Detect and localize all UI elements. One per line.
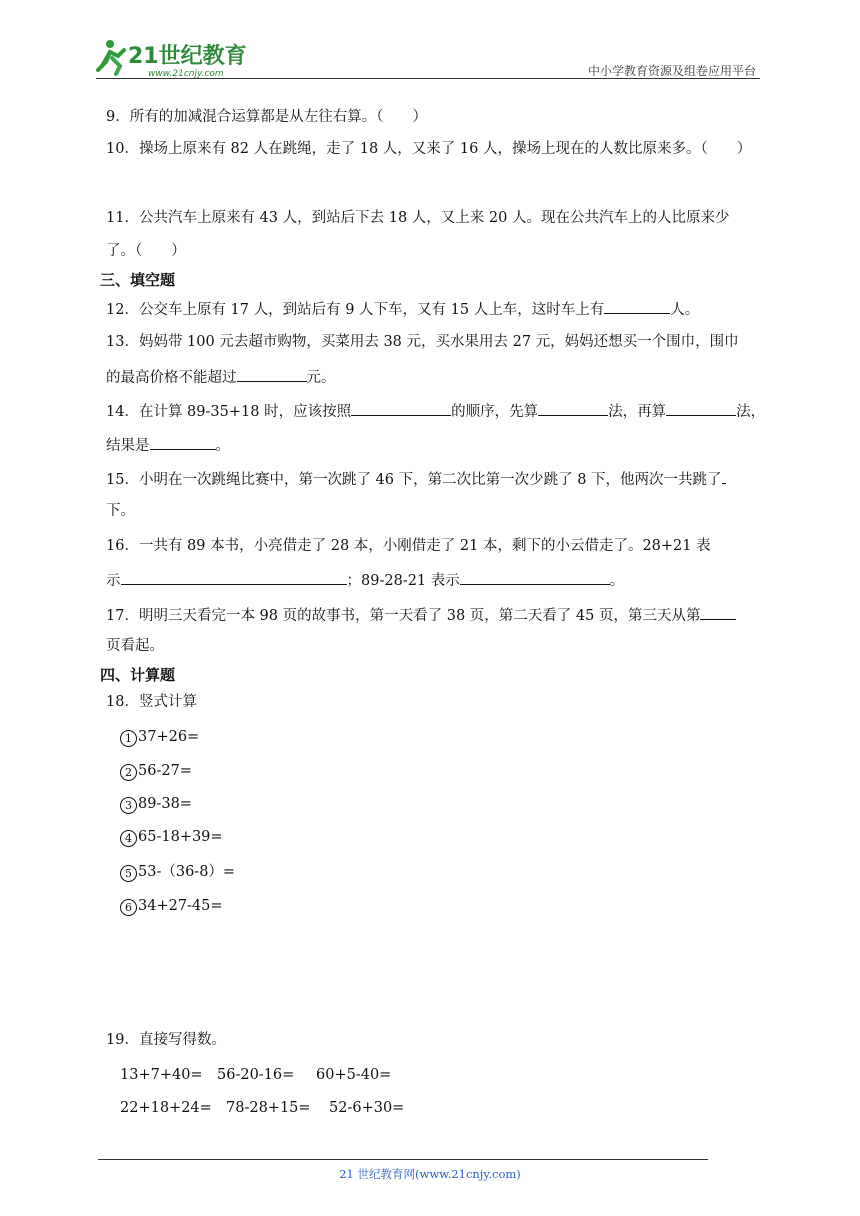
circled-number: 4 <box>120 830 137 847</box>
calc-expression: 65-18+39= <box>138 829 223 845</box>
question-15-line1: 15．小明在一次跳绳比赛中，第一次跳了 46 下，第二次比第一次少跳了 8 下，他两次一共跳了 <box>106 468 726 490</box>
circled-number: 6 <box>120 899 137 916</box>
calc-item: 13+7+40= <box>120 1067 203 1083</box>
answer-blank[interactable] <box>237 366 307 382</box>
question-16-line1: 16．一共有 89 本书，小亮借走了 28 本，小刚借走了 21 本，剩下的小云借走了。28+21 表 <box>106 538 711 554</box>
calc-item: 60+5-40= <box>316 1067 392 1083</box>
question-15-line2: 下。 <box>106 503 135 519</box>
question-17-line1: 17．明明三天看完一本 98 页的故事书，第一天看了 38 页，第二天看了 45 页，第三天从第 <box>106 604 736 626</box>
question-16-line2: 示 ；89-28-21 表示 。 <box>106 569 624 591</box>
question-12 <box>106 298 699 320</box>
answer-blank[interactable] <box>351 400 451 416</box>
section-heading-calculation: 四、计算题 <box>100 666 176 684</box>
question-12-unit: 人。 <box>670 302 700 318</box>
question-11-line1: 11．公共汽车上原来有 43 人，到站后下去 18 人，又上来 20 人。现在公共汽车上的人比原来少 <box>106 210 730 226</box>
answer-blank[interactable] <box>700 604 736 620</box>
calc-item: 52-6+30= <box>329 1100 405 1116</box>
calc-item: 22+18+24= <box>120 1100 212 1116</box>
circled-number: 2 <box>120 764 137 781</box>
vertical-calc-item <box>120 862 235 882</box>
header-divider <box>96 78 760 79</box>
calc-expression: 53-（36-8）= <box>138 864 236 880</box>
calc-item: 56-20-16= <box>217 1067 295 1083</box>
circled-number: 3 <box>120 797 137 814</box>
calc-expression: 37+26= <box>138 729 200 745</box>
calc-row-1 <box>120 1065 391 1085</box>
answer-blank[interactable] <box>538 400 608 416</box>
vertical-calc-item <box>120 727 199 747</box>
question-13-text: 的最高价格不能超过 <box>106 370 237 386</box>
question-9: 9．所有的加减混合运算都是从左往右算。（ ） <box>106 109 427 125</box>
logo-url: www.21cnjy.com <box>148 69 224 79</box>
section-heading-fill-blank: 三、填空题 <box>100 271 176 289</box>
answer-blank[interactable] <box>150 434 216 450</box>
question-17-line2: 页看起。 <box>106 638 164 654</box>
calc-expression: 34+27-45= <box>138 898 223 914</box>
question-18-title: 18．竖式计算 <box>106 694 197 710</box>
vertical-calc-item <box>120 896 223 916</box>
question-14-line1: 14．在计算 89-35+18 时，应该按照 的顺序，先算 法，再算 法， <box>106 400 765 422</box>
header-right-text: 中小学教育资源及组卷应用平台 <box>587 64 756 78</box>
question-19-title: 19．直接写得数。 <box>106 1032 226 1048</box>
vertical-calc-item <box>120 827 223 847</box>
answer-blank[interactable] <box>722 468 726 484</box>
question-13-line1: 13．妈妈带 100 元去超市购物，买菜用去 38 元，买水果用去 27 元，妈妈还想买一个围巾，围巾 <box>106 334 739 350</box>
answer-blank[interactable] <box>460 569 610 585</box>
vertical-calc-item <box>120 761 192 781</box>
vertical-calc-item <box>120 794 192 814</box>
calc-expression: 89-38= <box>138 796 192 812</box>
calc-expression: 56-27= <box>138 763 192 779</box>
logo <box>96 36 266 80</box>
answer-blank[interactable] <box>666 400 736 416</box>
question-13-line2 <box>106 366 336 388</box>
circled-number: 1 <box>120 730 137 747</box>
runner-icon <box>98 40 124 74</box>
question-11-line2: 了。（ ） <box>106 243 186 259</box>
answer-blank[interactable] <box>604 298 670 314</box>
question-13-unit: 元。 <box>306 370 336 386</box>
logo-text: 21世纪教育 <box>128 44 247 69</box>
question-10: 10．操场上原来有 82 人在跳绳，走了 18 人，又来了 16 人，操场上现在的人数比原来多。（ ） <box>106 141 752 157</box>
question-12-text: 12．公交车上原有 17 人，到站后有 9 人下车，又有 15 人上车，这时车上有 <box>106 302 605 318</box>
circled-number: 5 <box>120 865 137 882</box>
calc-row-2 <box>120 1098 404 1118</box>
question-14-line2: 结果是 。 <box>106 434 230 456</box>
footer-text: 21 世纪教育网(www.21cnjy.com) <box>339 1167 521 1181</box>
calc-item: 78-28+15= <box>226 1100 311 1116</box>
footer-divider <box>98 1159 708 1160</box>
answer-blank[interactable] <box>121 569 347 585</box>
